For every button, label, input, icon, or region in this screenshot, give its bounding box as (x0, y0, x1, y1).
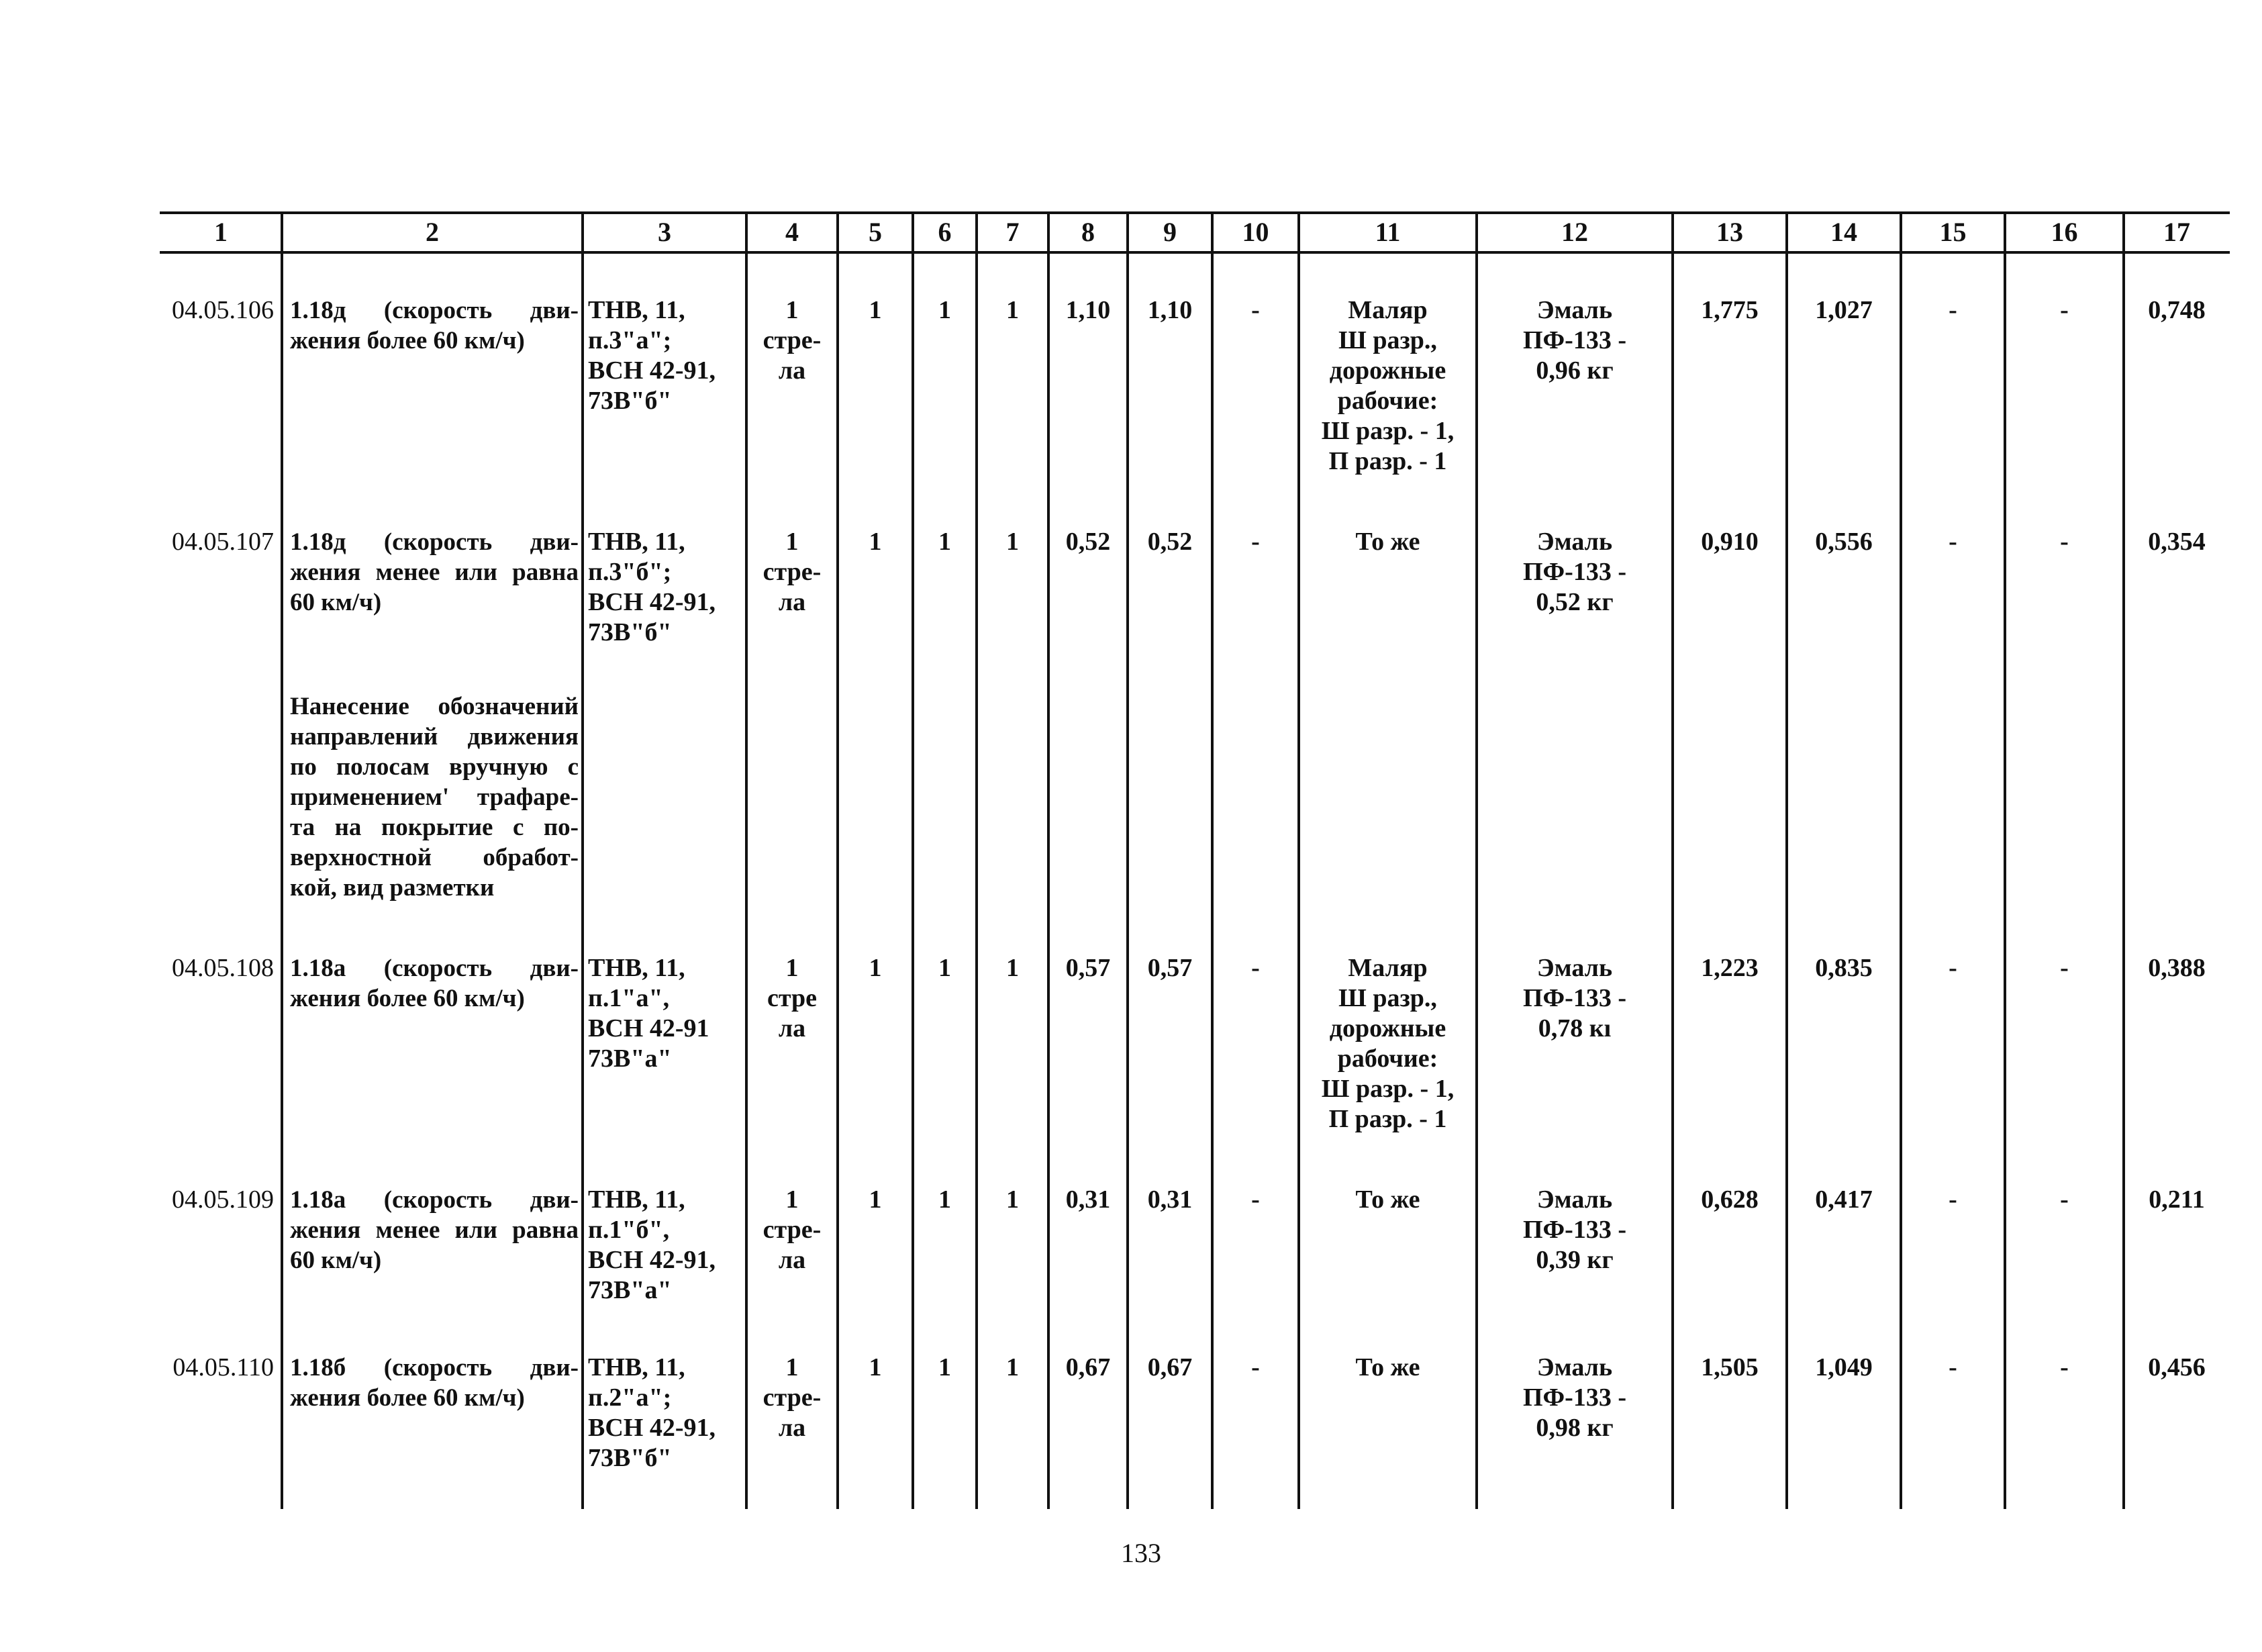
measure-unit-line: ла (778, 1014, 806, 1042)
normative-reference-line: ВСН 42-91, (588, 356, 716, 385)
column-header: 10 (1242, 217, 1269, 247)
value-c17: 0,388 (2148, 954, 2206, 982)
material-consumption (1482, 1185, 1667, 1275)
measure-unit-line: ла (778, 356, 806, 385)
column-header: 17 (2163, 217, 2190, 247)
measure-unit (752, 295, 832, 386)
rate-code: 04.05.108 (172, 954, 274, 982)
value-c5: 1 (869, 1353, 882, 1381)
normative-reference-line: п.1"а", (588, 984, 670, 1012)
value-c16: - (2060, 528, 2069, 556)
normative-reference-line: 73В"а" (588, 1044, 672, 1073)
column-header: 14 (1830, 217, 1857, 247)
normative-reference (588, 1353, 741, 1473)
value-c15: - (1949, 1185, 1957, 1214)
value-c14: 0,835 (1815, 954, 1873, 982)
value-c16: - (2060, 296, 2069, 324)
value-c13: 1,505 (1701, 1353, 1759, 1381)
normative-reference-line: ВСН 42-91 (588, 1014, 709, 1042)
column-divider (836, 211, 839, 1509)
normative-reference-line: ТНВ, 11, (588, 1353, 685, 1381)
value-c8: 1,10 (1065, 296, 1111, 324)
workers-composition (1304, 1353, 1471, 1383)
measure-unit-line: 1 (785, 528, 799, 556)
value-c17: 0,456 (2148, 1353, 2206, 1381)
workers-composition-line: рабочие: (1337, 1044, 1438, 1073)
normative-reference (588, 953, 741, 1074)
value-c14: 0,417 (1815, 1185, 1873, 1214)
value-c15: - (1949, 296, 1957, 324)
column-header: 13 (1716, 217, 1743, 247)
section-heading-line: направлений движения (290, 723, 579, 750)
material-consumption-line: ПФ-133 - (1522, 1383, 1626, 1412)
value-c10: - (1251, 1353, 1260, 1381)
material-consumption-line: ПФ-133 - (1522, 326, 1626, 354)
column-header: 16 (2051, 217, 2078, 247)
value-c8: 0,67 (1065, 1353, 1111, 1381)
normative-reference-line: 73В"б" (588, 387, 672, 415)
workers-composition (1304, 527, 1471, 557)
material-consumption (1482, 953, 1667, 1044)
value-c6: 1 (938, 296, 951, 324)
value-c8: 0,57 (1065, 954, 1111, 982)
column-header: 9 (1163, 217, 1177, 247)
rate-code: 04.05.106 (172, 296, 274, 324)
section-heading-line: кой, вид разметки (290, 874, 495, 902)
column-divider (1475, 211, 1478, 1509)
rate-code: 04.05.107 (172, 528, 274, 556)
work-description-line: жения менее или равна (290, 1216, 579, 1244)
material-consumption-line: 0,52 кг (1536, 588, 1614, 616)
material-consumption (1482, 295, 1667, 386)
normative-reference-line: ТНВ, 11, (588, 1185, 685, 1214)
value-c13: 0,910 (1701, 528, 1759, 556)
workers-composition-line: То же (1355, 528, 1420, 556)
measure-unit-line: ла (778, 1246, 806, 1274)
normative-reference (588, 527, 741, 648)
column-divider (1126, 211, 1129, 1509)
normative-reference (588, 295, 741, 416)
measure-unit-line: стре- (763, 558, 822, 586)
measure-unit-line: стре- (763, 326, 822, 354)
work-description (290, 1185, 579, 1275)
normative-reference-line: ТНВ, 11, (588, 954, 685, 982)
material-consumption-line: Эмаль (1536, 528, 1613, 556)
measure-unit (752, 527, 832, 618)
value-c15: - (1949, 954, 1957, 982)
measure-unit-line: 1 (785, 1185, 799, 1214)
workers-composition-line: Маляр (1348, 296, 1428, 324)
value-c14: 1,049 (1815, 1353, 1873, 1381)
work-description-line: 1.18б (скорость дви- (290, 1354, 579, 1381)
column-divider (2122, 211, 2125, 1509)
measure-unit-line: 1 (785, 296, 799, 324)
workers-composition-line: П разр. - 1 (1328, 1105, 1447, 1133)
work-description-line: 1.18а (скорость дви- (290, 1186, 579, 1214)
work-description (290, 953, 579, 1014)
value-c6: 1 (938, 954, 951, 982)
column-divider (2004, 211, 2006, 1509)
value-c5: 1 (869, 954, 882, 982)
workers-composition-line: рабочие: (1337, 387, 1438, 415)
measure-unit-line: стре (767, 984, 817, 1012)
normative-reference-line: п.2"а"; (588, 1383, 672, 1412)
normative-reference-line: 73В"б" (588, 618, 672, 646)
work-description-line: жения более 60 км/ч) (290, 327, 525, 354)
value-c9: 0,67 (1147, 1353, 1193, 1381)
column-header: 1 (214, 217, 228, 247)
material-consumption-line: 0,78 кı (1538, 1014, 1612, 1042)
value-c9: 0,57 (1147, 954, 1193, 982)
value-c13: 0,628 (1701, 1185, 1759, 1214)
normative-reference-line: ВСН 42-91, (588, 588, 716, 616)
value-c5: 1 (869, 1185, 882, 1214)
value-c10: - (1251, 954, 1260, 982)
work-description (290, 295, 579, 356)
material-consumption-line: ПФ-133 - (1522, 1216, 1626, 1244)
value-c15: - (1949, 1353, 1957, 1381)
section-heading-line: верхностной обработ- (290, 844, 579, 871)
value-c7: 1 (1006, 296, 1019, 324)
section-heading-line: Нанесение обозначений (290, 693, 579, 720)
column-divider (1047, 211, 1050, 1509)
workers-composition-line: П разр. - 1 (1328, 447, 1447, 475)
measure-unit-line: стре- (763, 1216, 822, 1244)
value-c14: 0,556 (1815, 528, 1873, 556)
value-c7: 1 (1006, 1353, 1019, 1381)
section-heading-line: та на покрытие с по- (290, 814, 579, 841)
value-c17: 0,748 (2148, 296, 2206, 324)
measure-unit-line: стре- (763, 1383, 822, 1412)
normative-reference-line: п.1"б", (588, 1216, 670, 1244)
column-header: 12 (1561, 217, 1588, 247)
page-number: 133 (1121, 1538, 1161, 1568)
normative-reference-line: п.3"б"; (588, 558, 672, 586)
work-description (290, 527, 579, 618)
measure-unit (752, 1353, 832, 1443)
column-divider (1671, 211, 1674, 1509)
normative-reference-line: ВСН 42-91, (588, 1246, 716, 1274)
value-c7: 1 (1006, 1185, 1019, 1214)
measure-unit-line: ла (778, 1414, 806, 1442)
value-c8: 0,31 (1065, 1185, 1111, 1214)
value-c10: - (1251, 1185, 1260, 1214)
material-consumption-line: Эмаль (1536, 954, 1613, 982)
normative-reference-line: 73В"б" (588, 1444, 672, 1472)
normative-reference (588, 1185, 741, 1306)
material-consumption (1482, 527, 1667, 618)
workers-composition-line: дорожные (1329, 356, 1446, 385)
workers-composition (1304, 953, 1471, 1134)
measure-unit-line: 1 (785, 954, 799, 982)
value-c16: - (2060, 1353, 2069, 1381)
value-c5: 1 (869, 296, 882, 324)
column-divider (975, 211, 978, 1509)
workers-composition-line: Ш разр., (1338, 326, 1437, 354)
material-consumption-line: ПФ-133 - (1522, 558, 1626, 586)
column-header: 7 (1005, 217, 1020, 247)
work-description (290, 1353, 579, 1413)
work-description-line: 1.18д (скорость дви- (290, 297, 579, 324)
value-c13: 1,223 (1701, 954, 1759, 982)
column-header: 2 (426, 217, 439, 247)
value-c6: 1 (938, 1353, 951, 1381)
value-c10: - (1251, 296, 1260, 324)
normative-reference-line: ВСН 42-91, (588, 1414, 716, 1442)
workers-composition-line: Ш разр. - 1, (1321, 1075, 1455, 1103)
workers-composition-line: Маляр (1348, 954, 1428, 982)
value-c5: 1 (869, 528, 882, 556)
column-header: 3 (658, 217, 671, 247)
material-consumption-line: 0,96 кг (1536, 356, 1614, 385)
column-divider (281, 211, 283, 1509)
column-header: 4 (785, 217, 799, 247)
work-description-line: жения более 60 км/ч) (290, 985, 525, 1012)
column-divider (745, 211, 748, 1509)
value-c7: 1 (1006, 528, 1019, 556)
section-heading-line: применением' трафаре- (290, 783, 579, 811)
work-description-line: 1.18а (скорость дви- (290, 955, 579, 982)
material-consumption-line: Эмаль (1536, 296, 1613, 324)
normative-reference-line: п.3"а"; (588, 326, 672, 354)
value-c16: - (2060, 1185, 2069, 1214)
workers-composition (1304, 295, 1471, 477)
column-divider (1297, 211, 1300, 1509)
value-c6: 1 (938, 528, 951, 556)
work-description-line: 1.18д (скорость дви- (290, 528, 579, 556)
column-divider (581, 211, 584, 1509)
value-c16: - (2060, 954, 2069, 982)
value-c8: 0,52 (1065, 528, 1111, 556)
value-c13: 1,775 (1701, 296, 1759, 324)
section-heading-line: по полосам вручную с (290, 753, 579, 781)
material-consumption-line: 0,39 кг (1536, 1246, 1614, 1274)
rate-code: 04.05.109 (172, 1185, 274, 1214)
workers-composition-line: Ш разр. - 1, (1321, 417, 1455, 445)
table-header-rule (160, 251, 2230, 254)
value-c17: 0,354 (2148, 528, 2206, 556)
measure-unit (752, 953, 832, 1044)
rate-code: 04.05.110 (173, 1353, 274, 1381)
value-c6: 1 (938, 1185, 951, 1214)
section-heading (290, 691, 579, 903)
measure-unit (752, 1185, 832, 1275)
workers-composition-line: Ш разр., (1338, 984, 1437, 1012)
work-description-line: жения более 60 км/ч) (290, 1384, 525, 1412)
normative-reference-line: ТНВ, 11, (588, 528, 685, 556)
measure-unit-line: ла (778, 588, 806, 616)
material-consumption-line: Эмаль (1536, 1353, 1613, 1381)
value-c17: 0,211 (2149, 1185, 2205, 1214)
column-divider (1211, 211, 1214, 1509)
column-divider (1785, 211, 1788, 1509)
column-header: 6 (938, 217, 952, 247)
workers-composition-line: То же (1355, 1185, 1420, 1214)
column-divider (1900, 211, 1902, 1509)
column-header: 15 (1939, 217, 1967, 247)
workers-composition-line: То же (1355, 1353, 1420, 1381)
column-divider (912, 211, 914, 1509)
column-header: 5 (869, 217, 882, 247)
column-header: 11 (1375, 217, 1401, 247)
measure-unit-line: 1 (785, 1353, 799, 1381)
column-header: 8 (1081, 217, 1095, 247)
material-consumption (1482, 1353, 1667, 1443)
work-description-line: жения менее или равна (290, 558, 579, 586)
material-consumption-line: 0,98 кг (1536, 1414, 1614, 1442)
value-c10: - (1251, 528, 1260, 556)
value-c9: 1,10 (1147, 296, 1193, 324)
normative-reference-line: 73В"а" (588, 1276, 672, 1304)
value-c15: - (1949, 528, 1957, 556)
value-c7: 1 (1006, 954, 1019, 982)
workers-composition-line: дорожные (1329, 1014, 1446, 1042)
work-description-line: 60 км/ч) (290, 589, 382, 616)
value-c14: 1,027 (1815, 296, 1873, 324)
value-c9: 0,31 (1147, 1185, 1193, 1214)
work-description-line: 60 км/ч) (290, 1247, 382, 1274)
material-consumption-line: Эмаль (1536, 1185, 1613, 1214)
workers-composition (1304, 1185, 1471, 1215)
value-c9: 0,52 (1147, 528, 1193, 556)
normative-reference-line: ТНВ, 11, (588, 296, 685, 324)
material-consumption-line: ПФ-133 - (1522, 984, 1626, 1012)
